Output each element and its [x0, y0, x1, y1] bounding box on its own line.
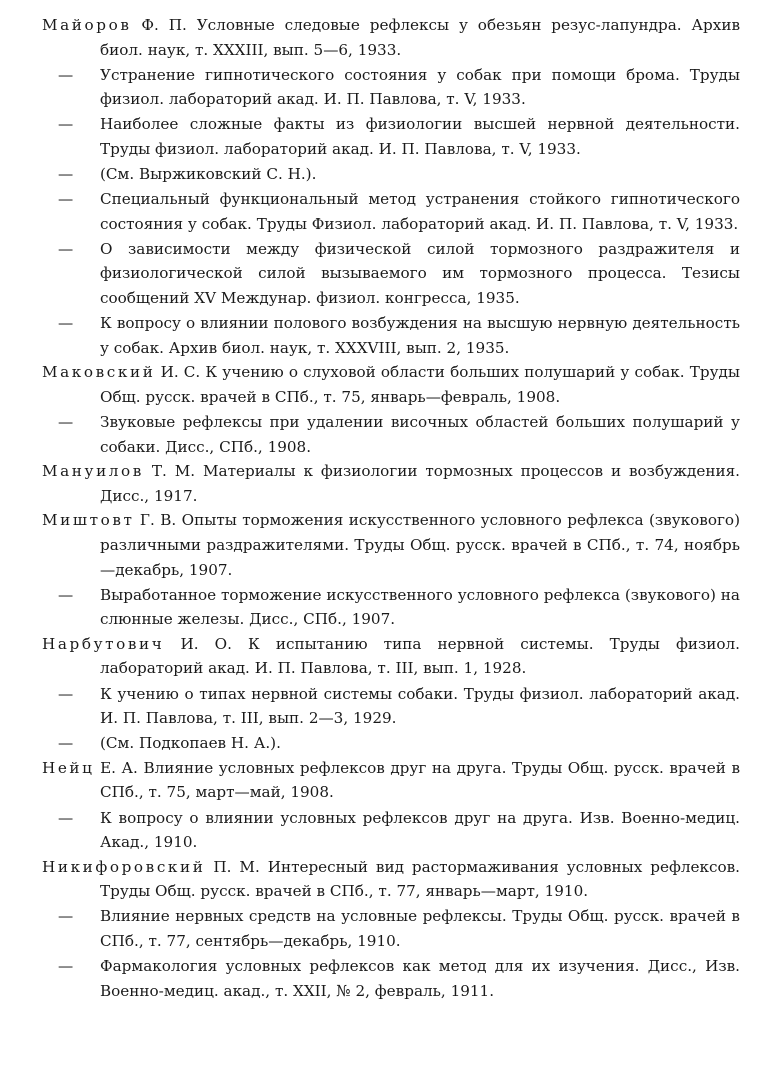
entry-makovsky	[42, 360, 740, 409]
author-name: Маковский	[42, 363, 156, 382]
entry-text: Устранение гипнотического состояния у собак при помощи брома. Труды физиол. лабораторий акад. И. П. Павлова, т. V, 1933.	[100, 65, 740, 109]
entry-text: П. М. Интересный вид растормаживания условных рефлексов. Труды Общ. русск. врачей в СПб., т. 77, январь—март, 1910.	[100, 857, 740, 901]
entry-manuilov	[42, 459, 740, 508]
author-name: Нейц	[42, 758, 95, 777]
entry-continuation	[42, 410, 740, 459]
dash-mark: —	[58, 585, 74, 604]
author-name: Мануилов	[42, 462, 144, 481]
entry-text: Влияние нервных средств на условные рефлексы. Труды Общ. русск. врачей в СПб., т. 77, сентябрь—декабрь, 1910.	[100, 907, 740, 950]
entry-continuation	[42, 187, 740, 236]
entry-text: (См. Выржиковский С. Н.).	[100, 165, 317, 184]
dash-mark: —	[58, 190, 74, 209]
entry-nikiforovsky	[42, 855, 740, 904]
dash-mark: —	[58, 907, 74, 926]
entry-text: Г. В. Опыты торможения искусственного условного рефлекса (звукового) различными раздражителями. Труды Общ. русск. врачей в СПб., т. 74, ноябрь—декабрь, 1907.	[100, 511, 740, 579]
entry-continuation	[42, 112, 740, 161]
entry-continuation	[42, 806, 740, 855]
entry-text: К учению о типах нервной системы собаки. Труды физиол. лабораторий акад. И. П. Павлова, т. III, вып. 2—3, 1929.	[100, 684, 740, 728]
dash-mark: —	[58, 165, 74, 184]
entry-neits	[42, 756, 740, 805]
dash-mark: —	[58, 115, 74, 134]
entry-text: Е. А. Влияние условных рефлексов друг на друга. Труды Общ. русск. врачей в СПб., т. 75, март—май, 1908.	[94, 758, 740, 802]
entry-text: И. О. К испытанию типа нервной системы. Труды физиол. лабораторий акад. И. П. Павлова, т. III, вып. 1, 1928.	[100, 634, 740, 678]
entry-text: Ф. П. Условные следовые рефлексы у обезьян резус-лапундра. Архив биол. наук, т. XXXIII, вып. 5—6, 1933.	[100, 16, 740, 59]
dash-mark: —	[58, 314, 74, 333]
entry-text: (См. Подкопаев Н. А.).	[100, 734, 281, 753]
entry-continuation	[42, 583, 740, 632]
entry-continuation	[42, 311, 740, 360]
entry-text: Фармакология условных рефлексов как метод для их изучения. Дисс., Изв. Военно-медиц. акад., т. XXII, № 2, февраль, 1911.	[100, 957, 740, 1000]
entry-text: К вопросу о влиянии условных рефлексов друг на друга. Изв. Военно-медиц. Акад., 1910.	[100, 808, 740, 852]
entry-continuation	[42, 237, 740, 311]
entry-continuation	[42, 904, 740, 953]
entry-continuation	[42, 63, 740, 112]
entry-continuation	[42, 731, 740, 756]
dash-mark: —	[58, 684, 74, 703]
author-name: Майоров	[42, 16, 132, 34]
dash-mark: —	[58, 65, 74, 84]
entry-text: Звуковые рефлексы при удалении височных областей больших полушарий у собаки. Дисс., СПб., 1908.	[100, 413, 740, 456]
author-name: Миштовт	[42, 511, 135, 530]
author-name: Никифоровский	[42, 857, 206, 876]
dash-mark: —	[58, 239, 74, 258]
dash-mark: —	[58, 413, 74, 431]
entry-continuation	[42, 682, 740, 731]
entry-text: Выработанное торможение искусственного условного рефлекса (звукового) на слюнные железы. Дисс., СПб., 1907.	[100, 585, 740, 629]
entry-text: О зависимости между физической силой тормозного раздражителя и физиологической силой вызываемого им тормозного процесса. Тезисы сообщений XV Междунар. физиол. конгресса, 1935.	[100, 239, 740, 308]
author-name: Нарбутович	[42, 634, 165, 653]
dash-mark: —	[58, 734, 74, 753]
entry-continuation	[42, 162, 740, 187]
entry-mayorov	[42, 13, 740, 62]
entry-continuation	[42, 954, 740, 1003]
dash-mark: —	[58, 808, 74, 827]
entry-text: К вопросу о влиянии полового возбуждения на высшую нервную деятельность у собак. Архив биол. наук, т. XXXVIII, вып. 2, 1935.	[100, 314, 740, 357]
entry-text: Т. М. Материалы к физиологии тормозных процессов и возбуждения. Дисс., 1917.	[100, 462, 740, 505]
entry-text: И. С. К учению о слуховой области больших полушарий у собак. Труды Общ. русск. врачей в СПб., т. 75, январь—февраль, 1908.	[100, 363, 740, 406]
entry-mishtovt	[42, 508, 740, 582]
entry-narbutovich	[42, 632, 740, 681]
entry-text: Специальный функциональный метод устранения стойкого гипнотического состояния у собак. Труды Физиол. лабораторий акад. И. П. Павлова, т. V, 1933.	[100, 190, 740, 233]
entry-text: Наиболее сложные факты из физиологии высшей нервной деятельности. Труды физиол. лабораторий акад. И. П. Павлова, т. V, 1933.	[100, 115, 740, 158]
dash-mark: —	[58, 957, 74, 976]
